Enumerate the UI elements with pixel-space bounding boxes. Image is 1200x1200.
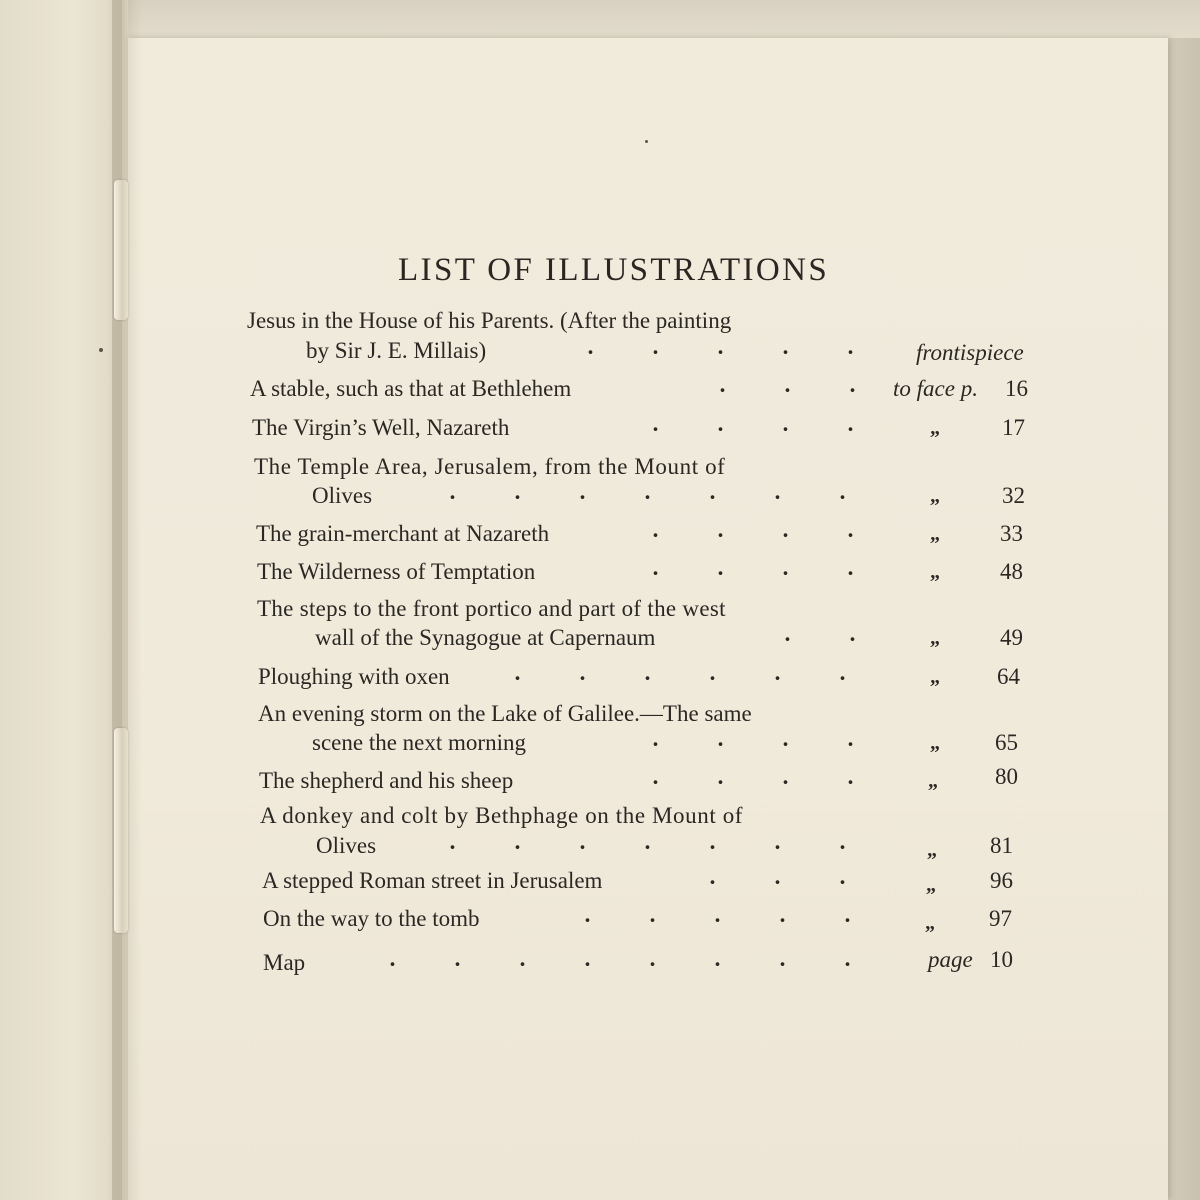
ditto-mark: „ <box>930 627 940 649</box>
page-reference: frontispiece <box>916 340 1024 365</box>
entry-title-continued: Olives <box>312 483 373 508</box>
page-number: 33 <box>1000 521 1023 546</box>
entry-title-continued: scene the next morning <box>312 730 526 755</box>
entry-title-continued: by Sir J. E. Millais) <box>306 338 487 363</box>
binding-stitch <box>114 728 128 933</box>
entry-title: The shepherd and his sheep <box>259 768 514 793</box>
dot-leader: . . . . . <box>587 334 854 359</box>
entry-title: An evening storm on the Lake of Galilee.—The same <box>258 701 752 726</box>
entry-title-continued: wall of the Synagogue at Capernaum <box>315 625 656 650</box>
dot-leader: . . . . <box>652 517 854 542</box>
dot-leader: . . . . <box>652 764 854 789</box>
background-surface <box>128 0 1200 40</box>
ink-speck <box>99 348 103 352</box>
entry-title-continued: Olives <box>316 833 377 858</box>
entry-title: Jesus in the House of his Parents. (After the painting <box>247 308 732 333</box>
page-label: page <box>928 947 973 972</box>
ditto-mark: „ <box>930 561 940 583</box>
dot-leader: . . . <box>709 864 846 889</box>
page-number: 32 <box>1002 483 1025 508</box>
entry-title: The Wilderness of Temptation <box>257 559 536 584</box>
page-number: 16 <box>1005 376 1028 401</box>
dot-leader: . . . . . . . <box>449 829 846 854</box>
dot-leader: . . . . <box>652 726 854 751</box>
dot-leader: . . . . <box>652 411 854 436</box>
ditto-mark: „ <box>930 485 940 507</box>
page-reference: to face p. <box>893 376 978 401</box>
entry-title: The Temple Area, Jerusalem, from the Mount of <box>254 454 726 479</box>
page-number: 17 <box>1002 415 1025 440</box>
ditto-mark: „ <box>928 770 938 792</box>
entry-title: The steps to the front portico and part of the west <box>257 596 726 621</box>
ditto-mark: „ <box>925 912 935 934</box>
entry-title: On the way to the tomb <box>263 906 480 931</box>
dot-leader: . . <box>784 621 856 646</box>
page-number: 65 <box>995 730 1018 755</box>
dot-leader: . . . . . <box>584 902 851 927</box>
entry-title: The Virgin’s Well, Nazareth <box>252 415 510 440</box>
entry-title: A donkey and colt by Bethphage on the Mount of <box>260 803 744 828</box>
ditto-mark: „ <box>930 732 940 754</box>
page-edge <box>1165 38 1200 1200</box>
page-number: 80 <box>995 764 1018 789</box>
page-number: 48 <box>1000 559 1023 584</box>
page-number: 97 <box>989 906 1012 931</box>
ditto-mark: „ <box>930 666 940 688</box>
dot-leader: . . . . . . . <box>449 479 846 504</box>
dot-leader: . . . . . . . . <box>389 946 851 971</box>
entry-title: A stable, such as that at Bethlehem <box>250 376 572 401</box>
entry-title: Map <box>263 950 306 975</box>
ditto-mark: „ <box>930 523 940 545</box>
dot-leader: . . . . . . <box>514 660 846 685</box>
ditto-mark: „ <box>926 874 936 896</box>
left-page <box>0 0 122 1200</box>
binding-stitch <box>114 180 128 320</box>
ink-speck <box>645 140 648 143</box>
ditto-mark: „ <box>930 417 940 439</box>
page-number: 81 <box>990 833 1013 858</box>
page-number: 49 <box>1000 625 1023 650</box>
dot-leader: . . . <box>719 372 856 397</box>
page-heading: LIST OF ILLUSTRATIONS <box>398 252 830 288</box>
entry-title: The grain-merchant at Nazareth <box>256 521 550 546</box>
page-number: 10 <box>990 947 1013 972</box>
entry-title: A stepped Roman street in Jerusalem <box>262 868 603 893</box>
page-number: 64 <box>997 664 1020 689</box>
entry-title: Ploughing with oxen <box>258 664 450 689</box>
ditto-mark: „ <box>927 839 937 861</box>
page-number: 96 <box>990 868 1013 893</box>
dot-leader: . . . . <box>652 555 854 580</box>
